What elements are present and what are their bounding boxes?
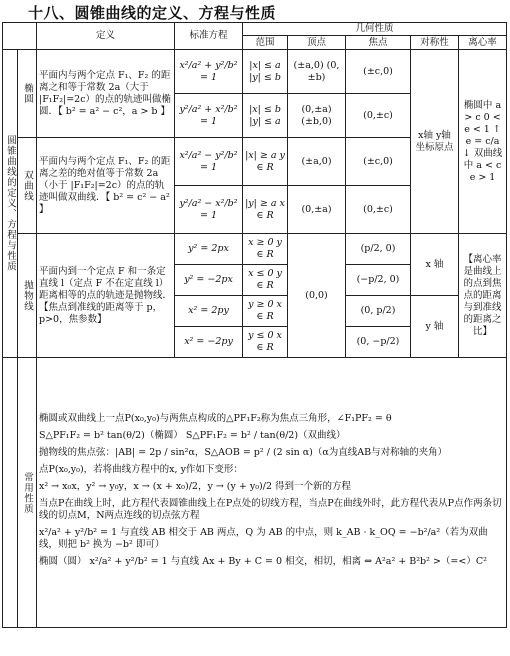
common-properties [37,358,507,628]
parabola-focus-4: (0, −p/2) [346,327,411,358]
hyperbola-vertex-1: (±a,0) [288,138,346,186]
header-symmetry: 对称性 [411,36,459,50]
hyperbola-focus-1: (±c,0) [346,138,411,186]
common-line-1: 椭圆或双曲线上一点P(x₀,y₀)与两焦点构成的△PF₁F₂称为焦点三角形，∠F₁PF₂ = θ [39,412,392,424]
page-title: 十八、圆锥曲线的定义、方程与性质 [28,4,277,22]
hyperbola-focus-2: (0,±c) [346,186,411,234]
parabola-range-4: y ≤ 0 x ∈ R [243,327,288,358]
parabola-focus-2: (−p/2, 0) [346,265,411,296]
hyperbola-label: 双曲线 [18,138,37,234]
parabola-equation-3: x² = 2py [175,296,243,327]
parabola-range-1: x ≥ 0 y ∈ R [243,234,288,265]
ellipse-focus-2: (0,±c) [346,94,411,138]
parabola-eccentricity: 【离心率是曲线上的点到焦点的距离与到准线的距离之比】 [459,234,507,358]
parabola-symmetry-y: y 轴 [411,296,459,358]
common-line-2: S△PF₁F₂ = b² tan(θ/2)（椭圆） S△PF₁F₂ = b² / tan(θ/2)（双曲线） [39,429,346,441]
parabola-equation-1: y² = 2px [175,234,243,265]
ellipse-range-1: |x| ≤ a |y| ≤ b [243,50,288,94]
hyperbola-equation-2: y²/a² − x²/b² = 1 [175,186,243,234]
common-line-6: 当点P在曲线上时，此方程代表圆锥曲线上在P点处的切线方程，当点P在曲线外时，此方程代表从P点作两条切线的切点M，N两点连线的切点弦方程 [39,497,502,521]
hyperbola-range-1: |x| ≥ a y ∈ R [243,138,288,186]
ellipse-range-2: |x| ≤ b |y| ≤ a [243,94,288,138]
parabola-equation-2: y² = −2px [175,265,243,296]
ellipse-equation-2: y²/a² + x²/b² = 1 [175,94,243,138]
header-corner [3,23,37,50]
symmetry-shared: x轴 y轴 坐标原点 [411,50,459,234]
parabola-equation-4: x² = −2py [175,327,243,358]
eccentricity-text: 椭圆中 a > c 0 < e < 1 ↑ e = c/a ↓ 双曲线中 a < c e > 1 [459,50,507,234]
common-label: 常用性质 [18,358,37,628]
parabola-focus-1: (p/2, 0) [346,234,411,265]
header-definition: 定义 [37,23,175,50]
header-focus: 焦点 [346,36,411,50]
header-range: 范围 [243,36,288,50]
header-vertex: 顶点 [288,36,346,50]
ellipse-focus-1: (±c,0) [346,50,411,94]
hyperbola-definition: 平面内与两个定点 F₁、F₂ 的距离之差的绝对值等于常数 2a（小于 |F₁F₂|=2c）的点的轨迹叫做双曲线．【 b² = c² − a² 】 [37,138,175,234]
common-line-8: 椭圆（圆） x²/a² + y²/b² = 1 与直线 Ax + By + C = 0 相交，相切，相离 ⇔ A²a² + B²b² >（=<）C² [39,555,487,567]
header-geometry: 几何性质 [243,23,507,36]
hyperbola-vertex-2: (0,±a) [288,186,346,234]
ellipse-vertex-1: (±a,0) (0,±b) [288,50,346,94]
parabola-label: 抛物线 [18,234,37,358]
header-standard-equation: 标准方程 [175,23,243,50]
parabola-range-3: y ≥ 0 x ∈ R [243,296,288,327]
ellipse-vertex-2: (0,±a) (±b,0) [288,94,346,138]
conic-table [2,22,506,652]
parabola-symmetry-x: x 轴 [411,234,459,296]
header-eccentricity: 离心率 [459,36,507,50]
hyperbola-equation-1: x²/a² − y²/b² = 1 [175,138,243,186]
ellipse-definition: 平面内与两个定点 F₁、F₂ 的距离之和等于常数 2a（大于 |F₁F₂|=2c）的点的轨迹叫做椭圆．【 b² = a² − c²，a > b 】 [37,50,175,138]
parabola-definition: 平面内到一个定点 F 和一条定直线 l（定点 F 不在定直线 l）距离相等的点的轨迹是抛物线．【焦点到准线的距离等于 p，p>0，焦参数】 [37,234,175,358]
hyperbola-range-2: |y| ≥ a x ∈ R [243,186,288,234]
ellipse-label: 椭圆 [18,50,37,138]
common-line-4: 点P(x₀,y₀)，若将曲线方程中的x, y作如下变形： [39,463,243,475]
ellipse-equation-1: x²/a² + y²/b² = 1 [175,50,243,94]
left-section-label: 圆锥曲线的定义、方程与性质 [3,50,18,358]
parabola-range-2: x ≤ 0 y ∈ R [243,265,288,296]
common-line-3: 抛物线的焦点弦：|AB| = 2p / sin²α，S△AOB = p² / (2 sin α)（α为直线AB与对称轴的夹角） [39,446,448,458]
common-line-5: x² → x₀x，y² → y₀y，x → (x + x₀)/2，y → (y + y₀)/2 得到一个新的方程 [39,480,352,492]
parabola-vertex: (0,0) [288,234,346,358]
parabola-focus-3: (0, p/2) [346,296,411,327]
common-left-blank [3,358,18,628]
common-line-7: x²/a² + y²/b² = 1 与直线 AB 相交于 AB 两点，Q 为 AB 的中点，则 k_AB · k_OQ = −b²/a²（若为双曲线，则把 b² 换为 −b² 即可） [39,526,488,550]
